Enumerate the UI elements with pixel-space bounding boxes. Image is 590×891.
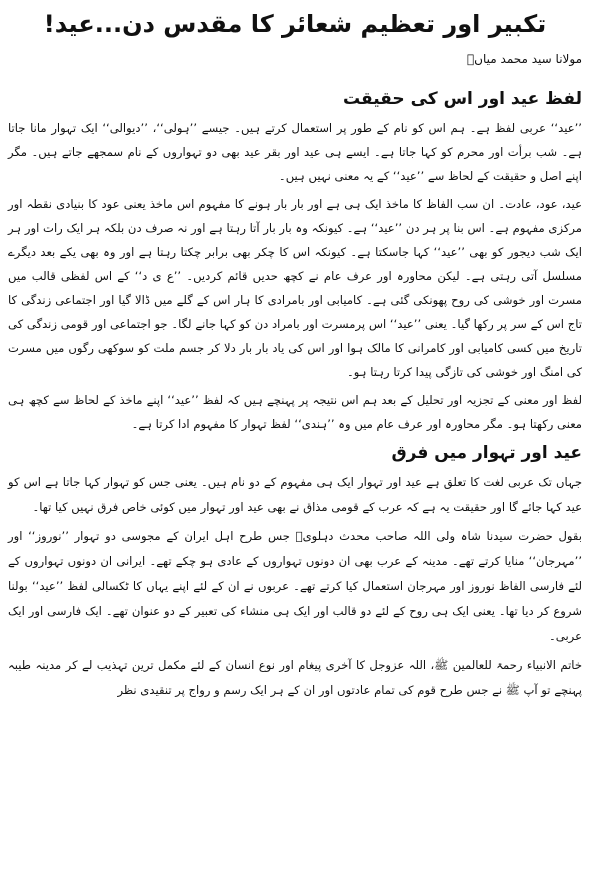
paragraph: ’’عید‘‘ عربی لفظ ہے۔ ہم اس کو نام کے طور پر استعمال کرتے ہیں۔ جیسے ’’ہولی‘‘، ’’دیوالی‘‘ ایک تہوار مانا جاتا ہے۔ شب برأت اور محرم کو کہا جاتا ہے۔ ایسے ہی عید اور بقر عید بھی دو تہواروں کے نام سمجھے جاتے ہیں۔ مگر اپنے اصل و حقیقت کے لحاظ سے ’’عید‘‘ کے یہ معنی نہیں ہیں۔ (8, 121, 582, 183)
paragraph: جہاں تک عربی لغت کا تعلق ہے عید اور تہوار ایک ہی مفہوم کے دو نام ہیں۔ یعنی جس کو تہوار کہا جاتا ہے اس کو عید کہا جائے گا اور حقیقت یہ ہے کہ عرب کے قومی مذاق نے بھی عید اور تہوار میں کوئی خاص فرق نہیں کیا تھا۔ (8, 475, 582, 514)
section-eid-meaning (8, 88, 582, 436)
paragraph: بقول حضرت سیدنا شاہ ولی اللہ صاحب محدث دہلویؒ جس طرح اہل ایران کے مجوسی دو تہوار ’’نوروز‘‘ اور ’’مہرجان‘‘ منایا کرتے تھے۔ مدینہ کے عرب بھی ان دونوں تہواروں کے عادی ہو چکے تھے۔ ایرانی ان دونوں تہواروں کے لئے فارسی الفاظ نوروز اور مہرجان استعمال کیا کرتے تھے۔ عربوں نے ان کے لئے اپنے یہاں کا ٹکسالی لفظ ’’عید‘‘ بولنا شروع کر دیا تھا۔ یعنی ایک ہی روح کے لئے دو قالب اور ایک ہی منشاء کی تعبیر کے دو عنوان تھے۔ ایک فارسی اور ایک عربی۔ (8, 529, 582, 643)
article-author: مولانا سید محمد میاںؒ (466, 52, 582, 66)
section-heading: لفظ عید اور اس کی حقیقت (343, 89, 582, 109)
paragraph: خاتم الانبیاء رحمۃ للعالمین ﷺ، اللہ عزوجل کا آخری پیغام اور نوع انسان کے لئے مکمل ترین تہذیب لے کر مدینہ طیبہ پہنچے تو آپ ﷺ نے جس طرح قوم کی تمام عادتوں اور ان کے ہر ایک رسم و رواج پر تنقیدی نظر (8, 658, 582, 697)
paragraph: لفظ اور معنی کے تجزیہ اور تحلیل کے بعد ہم اس نتیجہ پر پہنچے ہیں کہ لفظ ’’عید‘‘ اپنے ماخذ کے لحاظ سے کچھ ہی معنی رکھتا ہو۔ مگر محاورہ اور عرف عام میں وہ ’’ہندی‘‘ لفظ تہوار کا مفہوم ادا کرتا ہے۔ (8, 393, 582, 431)
paragraph: عید، عود، عادت۔ ان سب الفاظ کا ماخذ ایک ہی ہے اور بار بار ہونے کا مفہوم اس ماخذ یعنی عود کا بنیادی نقطہ اور مرکزی مفہوم ہے۔ اس بنا پر ہر دن ’’عید‘‘ ہے۔ کیونکہ وہ بار بار آتا رہتا ہے اور نہ صرف دن بلکہ ہر ایک رات اور ہر ایک شب دیجور کو بھی ’’عید‘‘ کہا جاسکتا ہے۔ کیونکہ اس کا چکر بھی برابر چکتا رہتا ہے اور وہ بھی یکے بعد دیگرے مسلسل آتی رہتی ہے۔ لیکن محاورہ اور عرف عام نے کچھ حدیں قائم کردیں۔ ’’ع ی د‘‘ کے اس لفظی قالب میں مسرت اور خوشی کی روح پھونکی گئی ہے۔ کامیابی اور بامرادی کا ہار اس کے گلے میں ڈالا گیا اور اجتماعی زندگی کا تاج اس کے سر پر رکھا گیا۔ یعنی ’’عید‘‘ اس پرمسرت اور بامراد دن کو کہا جانے لگا۔ جو اجتماعی اور قومی زندگی کی تاریخ میں کسی کامیابی اور کامرانی کا مالک ہوا اور اس کی یاد بار بار دلا کر جسم ملت کو سوکھی رگوں میں مسرت کی امنگ اور خوشی کی تازگی پیدا کرتا رہتا ہو۔ (8, 197, 582, 379)
article-title: تکبیر اور تعظیم شعائر کا مقدس دن...عید! (43, 10, 547, 38)
section-eid-festival-difference (8, 442, 582, 703)
section-heading: عید اور تہوار میں فرق (391, 443, 582, 463)
